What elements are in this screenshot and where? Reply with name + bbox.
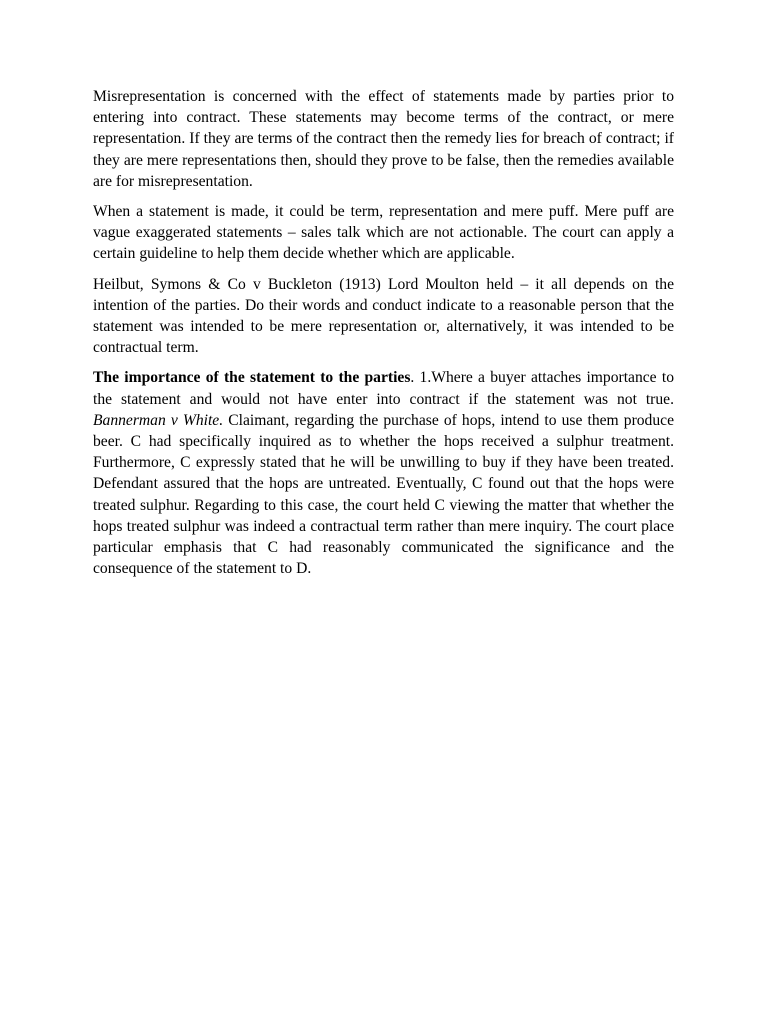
paragraph-misrepresentation-intro: Misrepresentation is concerned with the effect of statements made by parties prior to entering into contract. These statements may become terms of the contract, or mere representation. If they are terms of the contract then the remedy lies for breach of contract; if they are mere representations then, should they prove to be false, then the remedies available are for misrepresentation. — [93, 88, 674, 190]
paragraph-text-part-b: Claimant, regarding the purchase of hops, intend to use them produce beer. C had specifically inquired as to whether the hops received a sulphur treatment. Furthermore, C expressly stated that he will be unwilling to buy if they have been treated. Defendant assured that the hops are untreated. Eventually, C found out that the hops were treated sulphur. Regarding to this case, the court held C viewing the matter that whether the hops treated sulphur was indeed a contractual term rather than mere inquiry. The court place particular emphasis that C had reasonably communicated the significance and the consequence of the statement to D. — [93, 411, 674, 578]
paragraph-text-part-a: . 1.Where a buyer attaches importance to the statement and would not have enter into contract if the statement was not true. — [93, 369, 674, 408]
case-name-bannerman: Bannerman v White. — [93, 411, 224, 429]
paragraph-statement-types: When a statement is made, it could be term, representation and mere puff. Mere puff are vague exaggerated statements – sales talk which are not actionable. The court can apply a certain guideline to help them decide whether which are applicable. — [93, 203, 674, 263]
document-page — [93, 86, 674, 588]
paragraph-heilbut-case: Heilbut, Symons & Co v Buckleton (1913) Lord Moulton held – it all depends on the intention of the parties. Do their words and conduct indicate to a reasonable person that the statement was intended to be mere representation or, alternatively, it was intended to be contractual term. — [93, 275, 674, 357]
paragraph-importance-of-statement — [93, 367, 674, 579]
section-heading: The importance of the statement to the parties — [93, 369, 411, 387]
